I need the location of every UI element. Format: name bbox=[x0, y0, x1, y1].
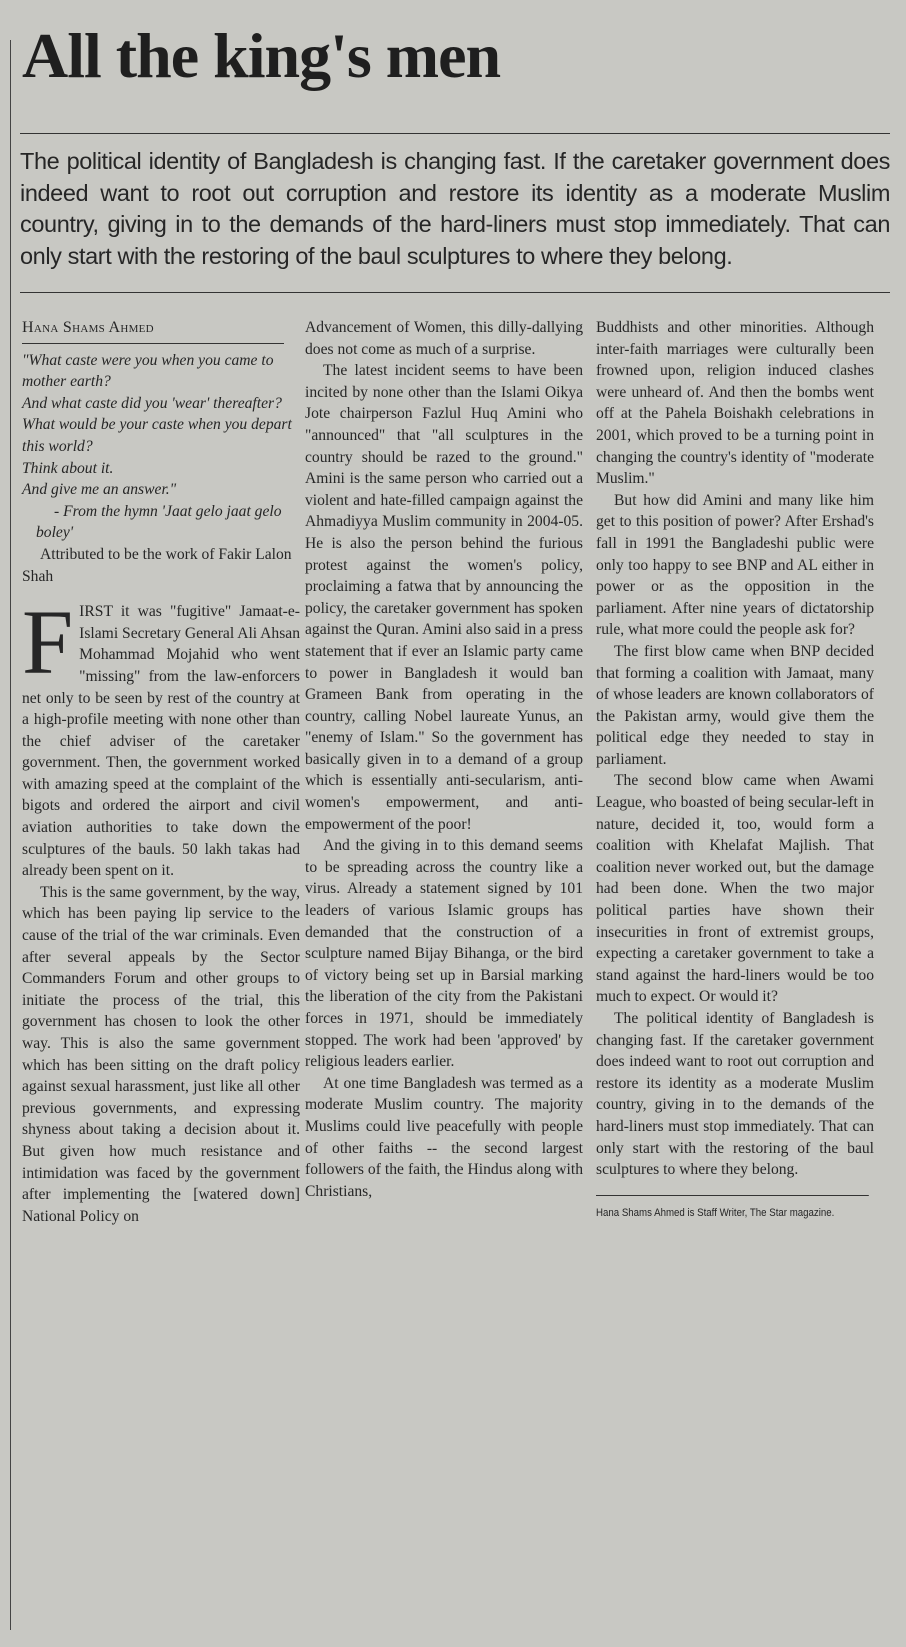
divider-top bbox=[20, 133, 890, 134]
paragraph: And the giving in to this demand seems to be spreading across the country like a virus. Already a statement signed by 101 leaders of various Islamic groups has demanded that the construction of a sculpture named Bijay Bihanga, or the bird of victory being set up in Barsial marking the liberation of the city from the Pakistani forces in 1971, should be immediately stopped. The work had been 'approved' by religious leaders earlier. bbox=[305, 837, 583, 1071]
epigraph bbox=[22, 350, 300, 501]
paragraph: The second blow came when Awami League, who boasted of being secular-left in nature, decided it, too, would form a coalition with Khelafat Majlish. That coalition never worked out, but the damage had been done. When the two major political parties have shown their insecurities in front of extremist groups, expecting a caretaker government to take a stand against the hard-liners would be too much to expect. Or would it? bbox=[596, 772, 874, 1006]
column-1 bbox=[22, 317, 300, 1227]
paragraph: The political identity of Bangladesh is changing fast. If the caretaker government does indeed want to root out corruption and restore its identity as a moderate Muslim country, giving in to the demands of the hard-liners must stop immediately. That can only start with the restoring of the baul sculptures to where they belong. bbox=[596, 1010, 874, 1179]
byline: Hana Shams Ahmed bbox=[22, 317, 284, 344]
poem-source: - From the hymn 'Jaat gelo jaat gelo boley' bbox=[36, 502, 282, 542]
poem-line: What would be your caste when you depart this world? bbox=[22, 416, 292, 455]
attribution: Attributed to be the work of Fakir Lalon Shah bbox=[22, 545, 292, 585]
paragraph: This is the same government, by the way, which has been paying lip service to the cause of the trial of the war criminals. Even after several appeals by the Sector Commanders Forum and other groups to initiate the process of the trial, this government has chosen to look the other way. This is also the same government which has been sitting on the draft policy against sexual harassment, just like all other previous governments, and expressing shyness about taking a decision about it. But given how much resistance and intimidation was faced by the government after implementing the [watered down] National Policy on bbox=[22, 883, 300, 1225]
paragraph: The latest incident seems to have been incited by none other than the Islami Oikya Jote chairperson Fazlul Huq Amini who "announced" that "all sculptures in the country should be razed to the ground." Amini is the same person who carried out a violent and hate-filled campaign against the Ahmadiyya Muslim community in 2004-05. He is also the person behind the furious protest against the women's policy, proclaiming a fatwa that by announcing the policy, the caretaker government has spoken against the Quran. Amini also said in a press statement that if ever an Islamic party came to power in Bangladesh it would ban Grameen Bank from operating in the country, calling Nobel laureate Yunus, an "enemy of Islam." So the government has basically given in to a demand of a group which is essentially anti-secularism, anti-women's empowerment, and anti-empowerment of the poor! bbox=[305, 362, 583, 833]
paragraph: Advancement of Women, this dilly-dallying does not come as much of a surprise. bbox=[305, 319, 583, 358]
column-2 bbox=[305, 317, 583, 1202]
paragraph-text: IRST it was "fugitive" Jamaat-e-Islami Secretary General Ali Ahsan Mohammad Mojahid who went "missing" from the law-enforcers net only to be seen by rest of the country at a high-profile meeting with none other than the chief adviser of the caretaker government. Then, the government worked with amazing speed at the complaint of the bigots and ordered the airport and civil aviation authorities to take down the sculptures of the bauls. 50 lakh takas had already been spent on it. bbox=[22, 603, 301, 880]
divider-bottom bbox=[20, 292, 890, 293]
paragraph: At one time Bangladesh was termed as a moderate Muslim country. The majority Muslims could live peacefully with people of other faiths -- the second largest followers of the faith, the Hindus along with Christians, bbox=[305, 1074, 583, 1200]
poem-line: And give me an answer." bbox=[22, 481, 177, 499]
paragraph: But how did Amini and many like him get to this position of power? After Ershad's fall in 1991 the Bangladeshi public were only too happy to see BNP and AL either in power or as the opposition in the parliament. After nine years of dictatorship rule, what more could the people ask for? bbox=[596, 491, 874, 639]
drop-cap: F bbox=[22, 591, 74, 694]
standfirst: The political identity of Bangladesh is changing fast. If the caretaker government does indeed want to root out corruption and restore its identity as a moderate Muslim country, giving in to the demands of the hard-liners must stop immediately. That can only start with the restoring of the baul sculptures to where they belong. bbox=[20, 148, 890, 269]
poem-line: And what caste did you 'wear' thereafter? bbox=[22, 394, 282, 412]
headline: All the king's men bbox=[22, 20, 501, 91]
column-rule bbox=[10, 40, 11, 1630]
paragraph: The first blow came when BNP decided that forming a coalition with Jamaat, many of whose leaders are known collaborators of the Pakistan army, would give them the political edge they needed to stay in parliament. bbox=[596, 642, 874, 768]
paragraph bbox=[22, 591, 301, 882]
poem-line: Think about it. bbox=[22, 459, 114, 477]
column-3 bbox=[596, 317, 874, 1221]
author-note: Hana Shams Ahmed is Staff Writer, The Star magazine. bbox=[596, 1195, 869, 1221]
poem-line: "What caste were you when you came to mother earth? bbox=[22, 351, 274, 391]
paragraph: Buddhists and other minorities. Although inter-faith marriages were culturally been frowned upon, religion induced clashes were unheard of. And then the bombs went off at the Pahela Boishakh celebrations in 2001, which proved to be a turning point in changing the country's identity of "moderate Muslim." bbox=[596, 319, 874, 488]
